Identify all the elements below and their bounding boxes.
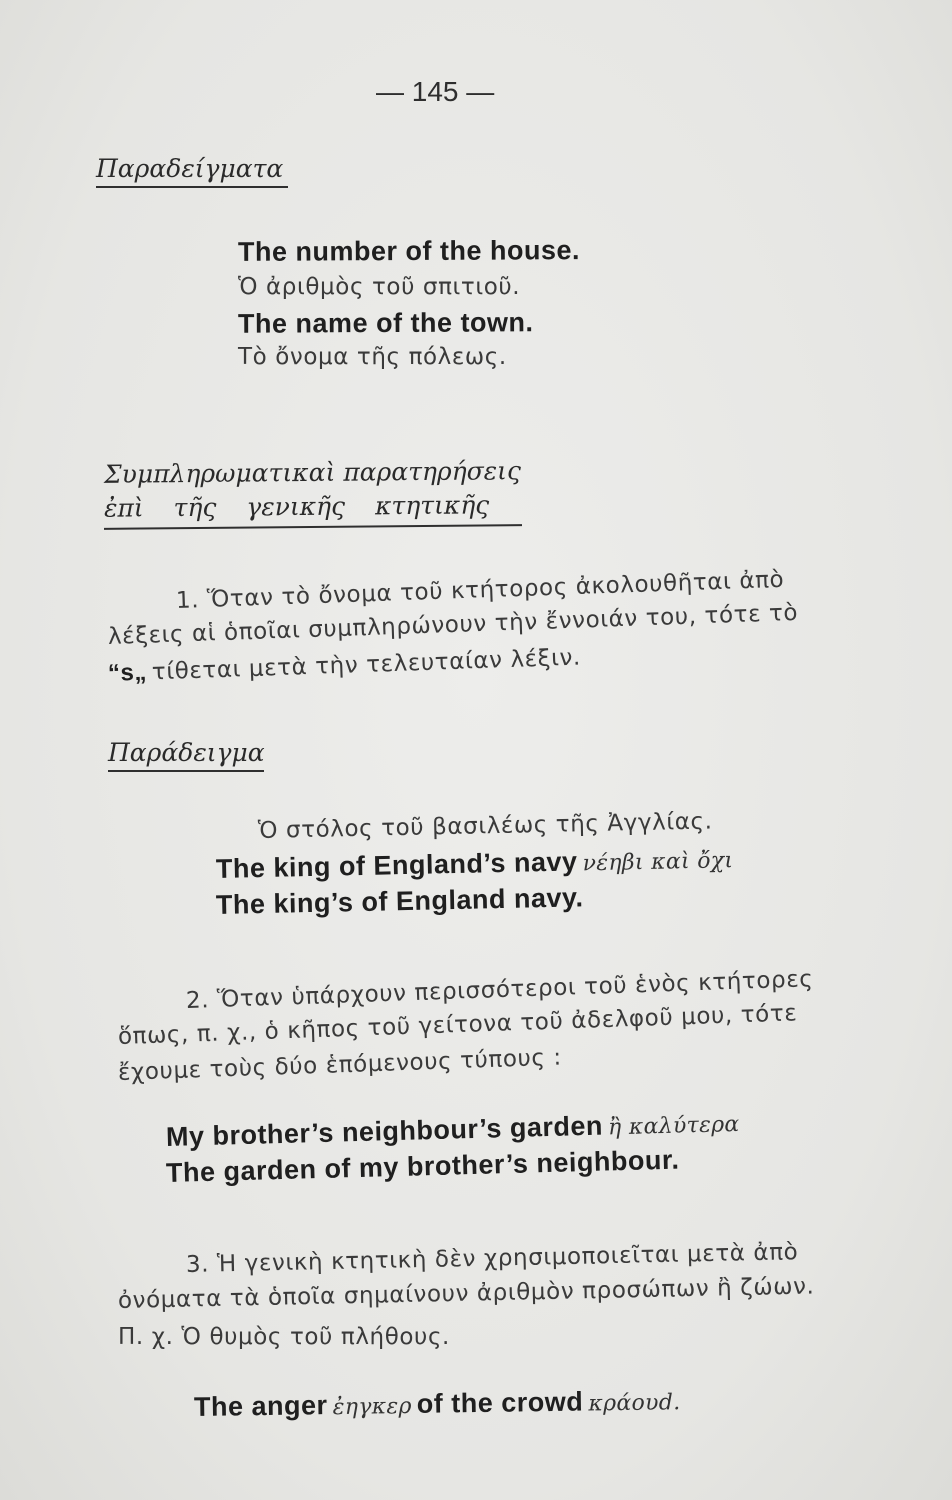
rule-1-line-3 bbox=[108, 645, 582, 685]
rule-2-line-1: 2. Ὅταν ὑπάρχουν περισσότεροι τοῦ ἑνὸς κτήτορες bbox=[185, 966, 814, 1014]
example-1-english: The number of the house. bbox=[237, 235, 581, 267]
rule-1-s-marker: “s„ bbox=[107, 658, 148, 687]
rule-1-example-english-1 bbox=[216, 845, 734, 883]
notes-heading-line-2: ἐπὶ τῆς γενικῆς κτητικῆς bbox=[103, 490, 490, 523]
rule-1-example-english-2: The king’s of England navy. bbox=[215, 882, 584, 920]
page-number: — 145 — bbox=[376, 76, 495, 107]
example-1-greek: Ὁ ἀριθμὸς τοῦ σπιτιοῦ. bbox=[238, 274, 521, 300]
rule-3-line-2: ὀνόματα τὰ ὁποῖα σημαίνουν ἀριθμὸν προσώπων ἢ ζώων. bbox=[117, 1273, 815, 1314]
rule-1-example-pronunciation: νέηβι καὶ ὄχι bbox=[582, 848, 734, 877]
rule-2-line-2: ὅπως, π. χ., ὁ κῆπος τοῦ γείτονα τοῦ ἀδελφοῦ μου, τότε bbox=[117, 1000, 798, 1050]
example-2-english: The name of the town. bbox=[237, 307, 534, 339]
rule-3-line-3: Π. χ. Ὁ θυμὸς τοῦ πλήθους. bbox=[118, 1324, 450, 1350]
rule-2-example-english-2: The garden of my brother’s neighbour. bbox=[165, 1144, 680, 1188]
rule-2-example-english-1-text: My brother’s neighbour’s garden bbox=[165, 1110, 604, 1152]
rule-3-example-english-b: of the crowd bbox=[416, 1386, 584, 1419]
examples-heading-underline bbox=[96, 186, 288, 188]
rule-3-example-english-a: The anger bbox=[193, 1390, 328, 1422]
examples-heading: Παραδείγματα bbox=[96, 154, 284, 183]
example-2-greek: Τὸ ὄνομα τῆς πόλεως. bbox=[238, 344, 507, 370]
rule-1-line-3-text: τίθεται μετὰ τὴν τελευταίαν λέξιν. bbox=[151, 644, 582, 686]
rule-3-example-pronunciation-b: κράουd. bbox=[588, 1390, 681, 1417]
notes-heading-underline bbox=[104, 524, 522, 530]
rule-2-line-3: ἔχουμε τοὺς δύο ἑπόμενους τύπους : bbox=[117, 1044, 563, 1086]
rule-3-example bbox=[194, 1387, 681, 1421]
example-heading-underline bbox=[108, 770, 264, 772]
rule-1-line-2: λέξεις αἱ ὁποῖαι συμπληρώνουν τὴν ἔννοιάν του, τότε τὸ bbox=[107, 599, 799, 650]
rule-3-example-pronunciation-a: ἐηγκερ bbox=[332, 1393, 412, 1421]
notes-heading-line-1: Συμπληρωματικαὶ παρατηρήσεις bbox=[103, 456, 522, 489]
rule-1-line-1: 1. Ὅταν τὸ ὄνομα τοῦ κτήτορος ἀκολουθῆται ἀπὸ bbox=[175, 566, 785, 614]
rule-1-example-english-1-text: The king of England’s navy bbox=[215, 846, 578, 884]
example-heading: Παράδειγμα bbox=[108, 738, 265, 767]
rule-2-example-english-1-tail: ἢ καλύτερα bbox=[607, 1111, 740, 1141]
rule-1-example-greek: Ὁ στόλος τοῦ βασιλέως τῆς Ἀγγλίας. bbox=[257, 808, 713, 844]
rule-3-line-1: 3. Ἡ γενικὴ κτητικὴ δὲν χρησιμοποιεῖται μετὰ ἀπὸ bbox=[185, 1239, 799, 1278]
